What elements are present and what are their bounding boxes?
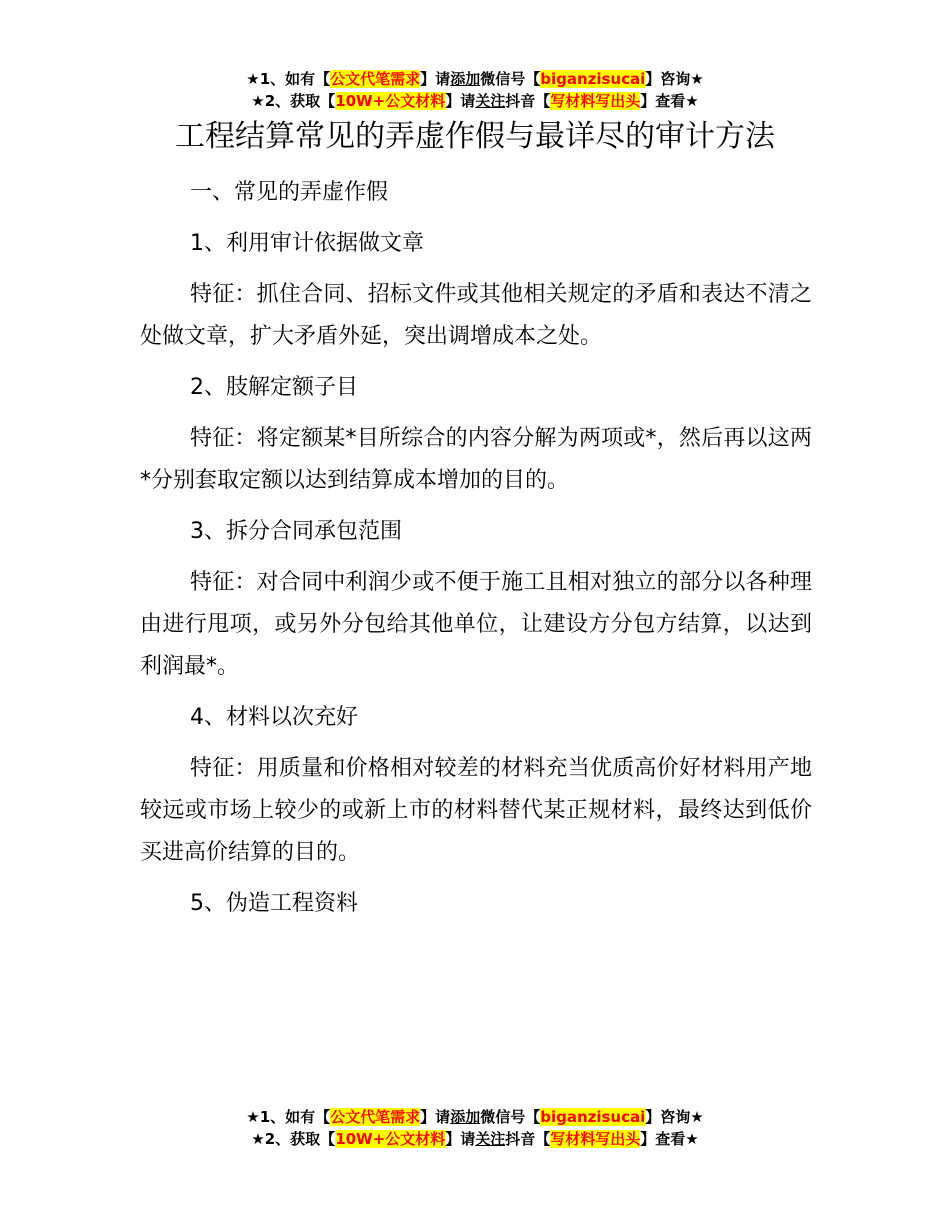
banner-highlight: 写材料写出头	[550, 1130, 641, 1148]
banner-text: 】查看★	[640, 1130, 699, 1148]
banner-highlight: 10W+公文材料	[335, 1130, 446, 1148]
banner-highlight: 写材料写出头	[550, 92, 641, 110]
banner-text: 】请	[445, 92, 476, 110]
banner-text: 微信号【	[480, 70, 541, 88]
banner-text: 】请	[420, 1108, 451, 1126]
body-paragraph: 特征：对合同中利润少或不便于施工且相对独立的部分以各种理由进行甩项，或另外分包给其他单位，让建设方分包方结算，以达到利润最*。	[140, 570, 812, 679]
body-paragraph: 特征：抓住合同、招标文件或其他相关规定的矛盾和表达不清之处做文章，扩大矛盾外延，突出调增成本之处。	[140, 282, 812, 349]
banner-text: 微信号【	[480, 1108, 541, 1126]
document-title: 工程结算常见的弄虚作假与最详尽的审计方法	[175, 119, 775, 154]
banner-text: 】咨询★	[645, 70, 704, 88]
banner-text: ★1、如有【	[246, 1108, 331, 1126]
banner-text: 抖音【	[505, 92, 551, 110]
banner-highlight: 公文代笔需求	[330, 1108, 421, 1126]
subsection-heading: 5、伪造工程资料	[190, 891, 358, 916]
banner-line-2	[0, 1128, 950, 1150]
subsection-heading: 1、利用审计依据做文章	[190, 231, 424, 256]
banner-text: ★2、获取【	[251, 92, 336, 110]
banner-text: 】请	[445, 1130, 476, 1148]
banner-text: 】查看★	[640, 92, 699, 110]
banner-text: ★1、如有【	[246, 70, 331, 88]
section-heading: 一、常见的弄虚作假	[190, 180, 389, 205]
banner-text: 抖音【	[505, 1130, 551, 1148]
subsection-heading: 3、拆分合同承包范围	[190, 519, 402, 544]
banner-underlined-text: 关注	[475, 1130, 506, 1148]
body-paragraph: 特征：用质量和价格相对较差的材料充当优质高价好材料用产地较远或市场上较少的或新上市的材料替代某正规材料，最终达到低价买进高价结算的目的。	[140, 756, 812, 865]
banner-underlined-text: 关注	[475, 92, 506, 110]
banner-highlight: 公文代笔需求	[330, 70, 421, 88]
banner-text: ★2、获取【	[251, 1130, 336, 1148]
banner-highlight: biganzisucai	[540, 70, 646, 88]
banner-underlined-text: 添加	[450, 1108, 481, 1126]
footer-banner	[0, 1106, 950, 1150]
banner-line-2	[0, 90, 950, 112]
document-body	[140, 172, 812, 934]
subsection-heading: 2、肢解定额子目	[190, 375, 358, 400]
banner-text: 】咨询★	[645, 1108, 704, 1126]
subsection-heading: 4、材料以次充好	[190, 705, 358, 730]
banner-highlight: biganzisucai	[540, 1108, 646, 1126]
banner-line-1	[0, 1106, 950, 1128]
banner-highlight: 10W+公文材料	[335, 92, 446, 110]
banner-line-1	[0, 68, 950, 90]
body-paragraph: 特征：将定额某*目所综合的内容分解为两项或*，然后再以这两*分别套取定额以达到结算成本增加的目的。	[140, 426, 812, 493]
banner-text: 】请	[420, 70, 451, 88]
header-banner	[0, 68, 950, 112]
banner-underlined-text: 添加	[450, 70, 481, 88]
